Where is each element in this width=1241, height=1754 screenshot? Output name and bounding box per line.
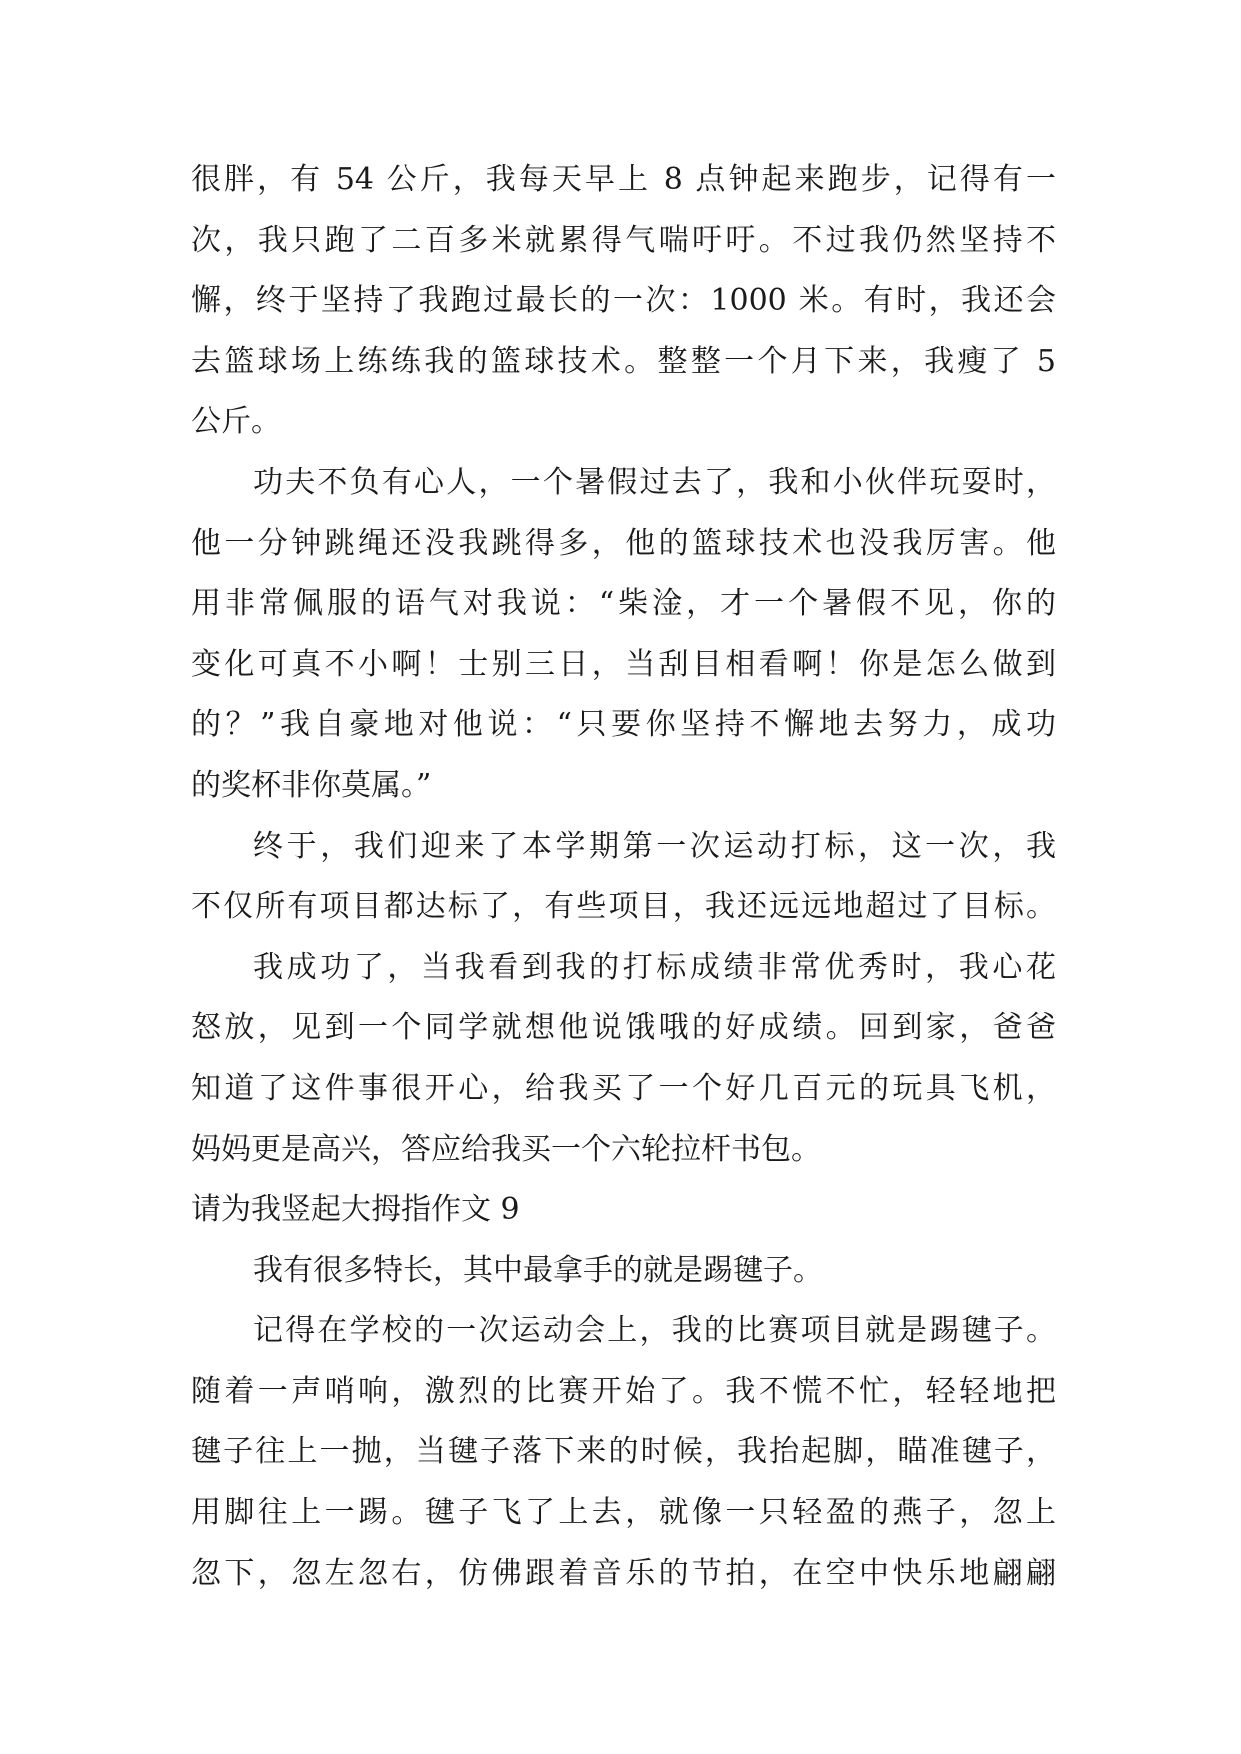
text-line: 他一分钟跳绳还没我跳得多，他的篮球技术也没我厉害。他: [191, 525, 1056, 561]
text-line: 懈，终于坚持了我跑过最长的一次：1000 米。有时，我还会: [191, 283, 1056, 319]
paragraph: [191, 453, 1056, 817]
text-line: 记得在学校的一次运动会上，我的比赛项目就是踢毽子。: [253, 1313, 1056, 1349]
paragraph: [191, 938, 1056, 1180]
section-title: 请为我竖起大拇指作文 9: [191, 1192, 520, 1228]
text-line: 功夫不负有心人，一个暑假过去了，我和小伙伴玩耍时，: [253, 464, 1056, 500]
text-line: 忽下，忽左忽右，仿佛跟着音乐的节拍，在空中快乐地翩翩: [191, 1555, 1056, 1591]
text-line: 的奖杯非你莫属。”: [191, 767, 432, 803]
text-line: 不仅所有项目都达标了，有些项目，我还远远地超过了目标。: [191, 889, 1056, 925]
text-line: 次，我只跑了二百多米就累得气喘吁吁。不过我仍然坚持不: [191, 222, 1056, 258]
text-line: 公斤。: [191, 404, 281, 440]
text-line: 用脚往上一踢。毽子飞了上去，就像一只轻盈的燕子，忽上: [191, 1495, 1056, 1531]
document-body: [191, 150, 1056, 1604]
paragraph: [191, 1301, 1056, 1604]
text-line: 去篮球场上练练我的篮球技术。整整一个月下来，我瘦了 5: [191, 343, 1056, 379]
text-line: 我有很多特长，其中最拿手的就是踢毽子。: [253, 1252, 823, 1288]
text-line: 随着一声哨响，激烈的比赛开始了。我不慌不忙，轻轻地把: [191, 1373, 1056, 1409]
paragraph: [191, 817, 1056, 938]
text-line: 妈妈更是高兴，答应给我买一个六轮拉杆书包。: [191, 1131, 821, 1167]
text-line: 变化可真不小啊！士别三日，当刮目相看啊！你是怎么做到: [191, 646, 1056, 682]
paragraph: [191, 150, 1056, 453]
text-line: 毽子往上一抛，当毽子落下来的时候，我抬起脚，瞄准毽子，: [191, 1434, 1056, 1470]
text-line: 怒放，见到一个同学就想他说饿哦的好成绩。回到家，爸爸: [191, 1010, 1056, 1046]
text-line: 终于，我们迎来了本学期第一次运动打标，这一次，我: [253, 828, 1056, 864]
paragraph: [191, 1241, 1056, 1302]
text-line: 知道了这件事很开心，给我买了一个好几百元的玩具飞机，: [191, 1070, 1056, 1106]
text-line: 用非常佩服的语气对我说：“柴淦，才一个暑假不见，你的: [191, 586, 1056, 622]
text-line: 我成功了，当我看到我的打标成绩非常优秀时，我心花: [253, 949, 1056, 985]
text-line: 很胖，有 54 公斤，我每天早上 8 点钟起来跑步，记得有一: [191, 162, 1056, 197]
text-line: 的？”我自豪地对他说：“只要你坚持不懈地去努力，成功: [191, 707, 1056, 743]
